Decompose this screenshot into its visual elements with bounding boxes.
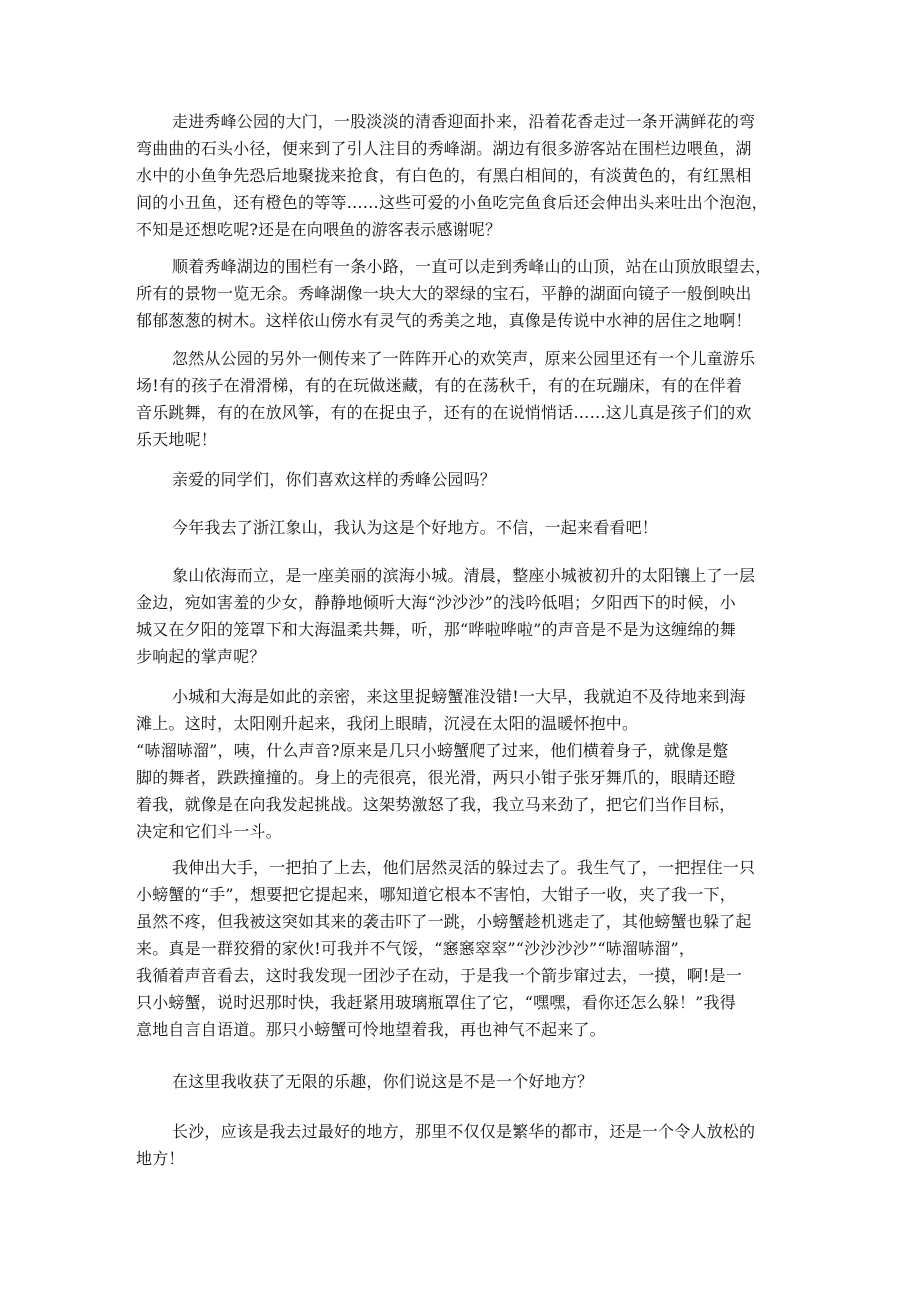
paragraph-3 bbox=[136, 345, 781, 453]
paragraph-7 bbox=[136, 683, 781, 845]
text-line: 城又在夕阳的笼罩下和大海温柔共舞，听，那“哗啦哗啦”的声音是不是为这缠绵的舞 bbox=[136, 620, 736, 639]
text-line: 只小螃蟹，说时迟那时快，我赶紧用玻璃瓶罩住了它，“嘿嘿，看你还怎么躲！”我得 bbox=[136, 993, 736, 1012]
text-line: 小城和大海是如此的亲密，来这里捉螃蟹准没错!一大早，我就迫不及待地来到海 bbox=[172, 687, 746, 706]
text-line: 我伸出大手，一把拍了上去，他们居然灵活的躲过去了。我生气了，一把捏住一只 bbox=[172, 858, 756, 877]
text-line: 长沙，应该是我去过最好的地方，那里不仅仅是繁华的都市，还是一个令人放松的 bbox=[172, 1122, 756, 1141]
text-line: 忽然从公园的另外一侧传来了一阵阵开心的欢笑声，原来公园里还有一个儿童游乐 bbox=[172, 349, 756, 368]
text-line: 间的小丑鱼，还有橙色的等等……这些可爱的小鱼吃完鱼食后还会伸出头来吐出个泡泡， bbox=[136, 193, 768, 212]
paragraph-6 bbox=[136, 562, 781, 670]
text-line: 小螃蟹的“手”，想要把它提起来，哪知道它根本不害怕，大钳子一收，夹了我一下， bbox=[136, 885, 736, 904]
paragraph-10 bbox=[136, 1118, 781, 1172]
text-line: 顺着秀峰湖边的围栏有一条小路，一直可以走到秀峰山的山顶，站在山顶放眼望去， bbox=[172, 257, 772, 276]
paragraph-8 bbox=[136, 854, 781, 1043]
text-line: 音乐跳舞，有的在放风筝，有的在捉虫子，还有的在说悄悄话……这儿真是孩子们的欢 bbox=[136, 403, 752, 422]
text-line: 乐天地呢！ bbox=[136, 430, 218, 449]
text-line: 弯曲曲的石头小径，便来到了引人注目的秀峰湖。湖边有很多游客站在围栏边喂鱼，湖 bbox=[136, 139, 752, 158]
text-line: 郁郁葱葱的树木。这样依山傍水有灵气的秀美之地，真像是传说中水神的居住之地啊！ bbox=[136, 311, 752, 330]
text-line: 不知是还想吃呢?还是在向喂鱼的游客表示感谢呢？ bbox=[136, 220, 502, 239]
text-line: “哧溜哧溜”，咦，什么声音?原来是几只小螃蟹爬了过来，他们横着身子，就像是蹩 bbox=[136, 741, 729, 760]
text-line: 走进秀峰公园的大门，一股淡淡的清香迎面扑来，沿着花香走过一条开满鲜花的弯 bbox=[172, 112, 756, 131]
text-line: 今年我去了浙江象山，我认为这是个好地方。不信，一起来看看吧！ bbox=[172, 518, 659, 537]
text-line: 场!有的孩子在滑滑梯，有的在玩做迷藏，有的在荡秋千，有的在玩蹦床，有的在伴着 bbox=[136, 376, 743, 395]
paragraph-4 bbox=[136, 466, 781, 493]
text-line: 亲爱的同学们，你们喜欢这样的秀峰公园吗？ bbox=[172, 470, 497, 489]
text-line: 象山依海而立，是一座美丽的滨海小城。清晨，整座小城被初升的太阳镶上了一层 bbox=[172, 566, 756, 585]
text-line: 滩上。这时，太阳刚升起来，我闭上眼睛，沉浸在太阳的温暖怀抱中。 bbox=[136, 714, 639, 733]
text-line: 所有的景物一览无余。秀峰湖像一块大大的翠绿的宝石，平静的湖面向镜子一般倒映出 bbox=[136, 284, 752, 303]
paragraph-2 bbox=[136, 253, 781, 334]
text-line: 决定和它们斗一斗。 bbox=[136, 822, 282, 841]
text-line: 步响起的掌声呢？ bbox=[136, 647, 266, 666]
text-line: 意地自言自语道。那只小螃蟹可怜地望着我，再也神气不起来了。 bbox=[136, 1020, 606, 1039]
text-line: 金边，宛如害羞的少女，静静地倾听大海“沙沙沙”的浅吟低唱；夕阳西下的时候，小 bbox=[136, 593, 736, 612]
paragraph-5 bbox=[136, 514, 781, 541]
paragraph-9 bbox=[136, 1068, 781, 1095]
text-line: 我循着声音看去，这时我发现一团沙子在动，于是我一个箭步窜过去，一摸，啊!是一 bbox=[136, 966, 743, 985]
text-line: 着我，就像是在向我发起挑战。这架势激怒了我，我立马来劲了，把它们当作目标， bbox=[136, 795, 736, 814]
paragraph-1 bbox=[136, 108, 781, 243]
text-line: 虽然不疼，但我被这突如其来的袭击吓了一跳，小螃蟹趁机逃走了，其他螃蟹也躲了起 bbox=[136, 912, 752, 931]
text-line: 脚的舞者，跌跌撞撞的。身上的壳很亮，很光滑，两只小钳子张牙舞爪的，眼睛还瞪 bbox=[136, 768, 736, 787]
text-line: 在这里我收获了无限的乐趣，你们说这是不是一个好地方？ bbox=[172, 1072, 594, 1091]
text-line: 来。真是一群狡猾的家伙!可我并不气馁，“窸窸窣窣”“沙沙沙沙”“哧溜哧溜”， bbox=[136, 939, 696, 958]
text-line: 水中的小鱼争先恐后地聚拢来抢食，有白色的，有黑白相间的，有淡黄色的，有红黑相 bbox=[136, 166, 752, 185]
text-line: 地方！ bbox=[136, 1149, 185, 1168]
